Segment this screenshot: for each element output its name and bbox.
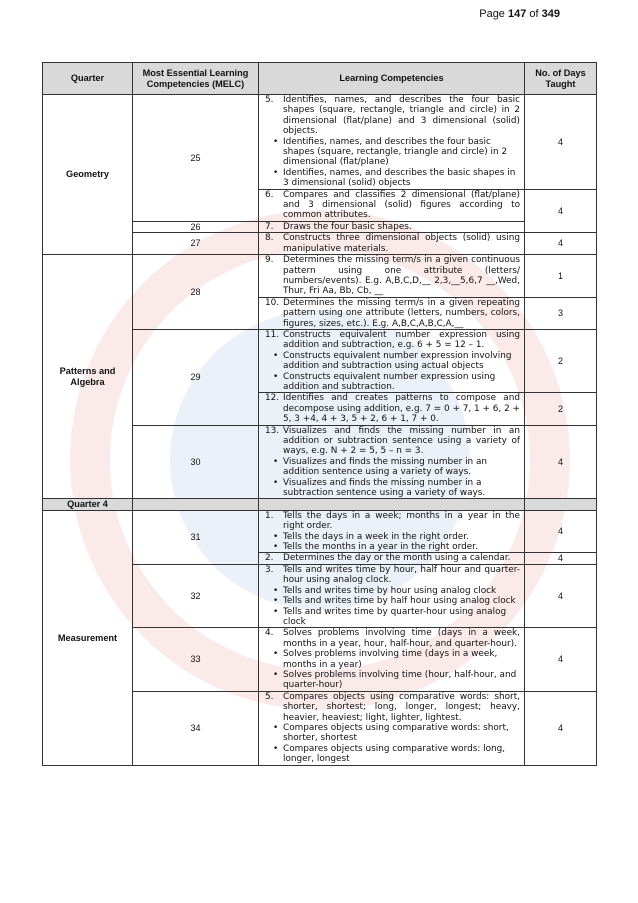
melc-cell: 31	[133, 510, 259, 564]
bullet-icon: •	[273, 669, 279, 680]
competency-cell	[259, 628, 525, 691]
days-cell: 3	[525, 297, 597, 329]
competency-cell	[259, 329, 525, 392]
item-text: Identifies, names, and describes the four basic shapes (square, rectangle, triangle and circle) in 2 dimensional (flat/plane) and 3 dimensional (solid) objects.	[283, 95, 520, 137]
days-cell: 4	[525, 553, 597, 564]
days-cell: 1	[525, 255, 597, 298]
days-cell: 4	[525, 189, 597, 233]
table-row	[43, 510, 597, 553]
item-number: 1.	[265, 510, 274, 521]
melc-cell: 27	[133, 233, 259, 255]
item-text: Tells the days in a week; months in a year in the right order.	[283, 510, 520, 532]
melc-cell: 30	[133, 425, 259, 499]
bullet-icon: •	[273, 649, 279, 660]
competency-cell	[259, 221, 525, 232]
item-text: Determines the day or the month using a calendar.	[283, 553, 511, 564]
competency-cell	[259, 297, 525, 329]
item-number: 8.	[265, 233, 274, 244]
item-number: 4.	[265, 628, 274, 639]
item-number: 7.	[265, 221, 274, 232]
bullet-text: Compares objects using comparative words: long, longer, longest	[283, 743, 506, 765]
item-text: Constructs equivalent number expression using addition and subtraction, e.g. 6 + 5 = 12 – 1.	[283, 329, 520, 351]
page-number: Page 147 of 349	[479, 8, 560, 20]
item-text: Determines the missing term/s in a given continuous pattern using one attribute (letters/ numbers/events). E.g. A,B,C,D,__ 2,3,__5,6,7 __,Wed, Thur, Fri Aa, Bb, Cb, __	[283, 255, 520, 297]
item-number: 3.	[265, 564, 274, 575]
bullet-text: Tells the months in a year in the right order.	[283, 542, 478, 553]
item-text: Determines the missing term/s in a given repeating pattern using one attribute (letters, numbers, colors, figures, sizes, etc.). E.g. A,B,C,A,B,C,A,__	[283, 297, 520, 329]
days-cell: 2	[525, 329, 597, 392]
bullet-icon: •	[273, 606, 279, 617]
item-number: 10.	[265, 297, 280, 308]
melc-cell: 28	[133, 255, 259, 330]
competency-cell	[259, 425, 525, 499]
bullet-text: Identifies, names, and describes the basic shapes in 3 dimensional (solid) objects	[283, 167, 516, 189]
bullet-icon: •	[273, 585, 279, 596]
competency-cell	[259, 189, 525, 221]
header-row	[43, 63, 597, 95]
melc-cell: 26	[133, 221, 259, 232]
bullet-text: Identifies, names, and describes the four basic shapes (square, rectangle, triangle and circle) in 2 dimensional (flat/plane)	[283, 136, 508, 168]
empty-cell	[525, 499, 597, 510]
header-quarter: Quarter	[43, 63, 133, 95]
bullet-icon: •	[273, 531, 279, 542]
quarter-cell: Measurement	[43, 510, 133, 765]
competency-cell	[259, 510, 525, 553]
header-learning-competencies: Learning Competencies	[259, 63, 525, 95]
days-cell: 4	[525, 691, 597, 765]
days-cell: 4	[525, 233, 597, 255]
competency-cell	[259, 255, 525, 298]
melc-cell: 32	[133, 564, 259, 627]
curriculum-table	[42, 62, 597, 766]
item-text: Identifies and creates patterns to compose and decompose using addition, e.g. 7 = 0 + 7, 1 + 6, 2 + 5, 3 +4, 4 + 3, 5 + 2, 6 + 1, 7 + 0.	[283, 393, 520, 425]
item-text: Compares objects using comparative words: short, shorter, shortest; long, longer, longest; heavy, heavier, heaviest; light, lighter, lightest.	[283, 691, 520, 723]
days-cell: 4	[525, 510, 597, 553]
item-number: 2.	[265, 553, 274, 564]
bullet-text: Compares objects using comparative words: short, shorter, shortest	[283, 722, 509, 744]
header-melc: Most Essential Learning Competencies (MELC)	[133, 63, 259, 95]
bullet-text: Visualizes and finds the missing number in a subtraction sentence using a variety of ways.	[283, 477, 486, 499]
bullet-text: Tells the days in a week in the right order.	[283, 531, 469, 542]
bullet-text: Solves problems involving time (days in a week, months in a year)	[283, 649, 498, 670]
item-number: 12.	[265, 393, 280, 404]
competency-cell	[259, 233, 525, 255]
item-text: Visualizes and finds the missing number in an addition or subtraction sentence using a variety of ways, e.g. N + 2 = 5, 5 – n = 3.	[283, 425, 520, 457]
melc-cell: 25	[133, 95, 259, 222]
bullet-text: Tells and writes time by half hour using analog clock	[283, 596, 516, 607]
bullet-icon: •	[273, 456, 279, 467]
bullet-icon: •	[273, 167, 279, 178]
item-number: 5.	[265, 691, 274, 702]
bullet-icon: •	[273, 477, 279, 488]
competency-cell	[259, 564, 525, 627]
bullet-icon: •	[273, 596, 279, 607]
bullet-text: Constructs equivalent number expression involving addition and subtraction using actual objects	[283, 350, 512, 372]
quarter-cell: Geometry	[43, 95, 133, 255]
item-number: 9.	[265, 255, 274, 266]
bullet-icon: •	[273, 542, 279, 553]
quarter-4-label: Quarter 4	[43, 499, 133, 510]
bullet-icon: •	[273, 350, 279, 361]
item-text: Tells and writes time by hour, half hour and quarter-hour using analog clock.	[283, 564, 520, 586]
days-cell: 4	[525, 425, 597, 499]
days-cell: 4	[525, 628, 597, 691]
bullet-text: Constructs equivalent number expression using addition and subtraction.	[283, 371, 496, 392]
bullet-text: Solves problems involving time (hour, half-hour, and quarter-hour)	[283, 669, 517, 691]
days-cell: 4	[525, 564, 597, 627]
bullet-icon: •	[273, 722, 279, 733]
header-days-taught: No. of Days Taught	[525, 63, 597, 95]
item-number: 11.	[265, 329, 280, 340]
item-number: 6.	[265, 189, 274, 200]
table-row	[43, 255, 597, 298]
bullet-icon: •	[273, 371, 279, 382]
bullet-text: Visualizes and finds the missing number in an addition sentence using a variety of ways.	[283, 456, 488, 478]
melc-cell: 34	[133, 691, 259, 765]
item-number: 13.	[265, 425, 280, 436]
item-text: Compares and classifies 2 dimensional (flat/plane) and 3 dimensional (solid) figures according to common attributes.	[283, 189, 520, 221]
item-text: Constructs three dimensional objects (solid) using manipulative materials.	[283, 233, 520, 254]
days-cell: 2	[525, 393, 597, 425]
quarter-4-row	[43, 499, 597, 510]
melc-cell: 33	[133, 628, 259, 691]
item-text: Solves problems involving time (days in a week, months in a year, hour, half-hour, and quarter-hour).	[283, 628, 520, 649]
empty-cell	[133, 499, 259, 510]
bullet-icon: •	[273, 743, 279, 754]
days-cell: 4	[525, 95, 597, 190]
empty-cell	[259, 499, 525, 510]
item-text: Draws the four basic shapes.	[283, 221, 412, 232]
competency-cell	[259, 691, 525, 765]
competency-cell	[259, 553, 525, 564]
competency-cell	[259, 393, 525, 425]
bullet-text: Tells and writes time by hour using analog clock	[283, 585, 497, 596]
bullet-icon: •	[273, 136, 279, 147]
bullet-text: Tells and writes time by quarter-hour using analog clock	[283, 606, 507, 627]
melc-cell: 29	[133, 329, 259, 425]
table-row	[43, 95, 597, 190]
item-number: 5.	[265, 95, 274, 105]
competency-cell	[259, 95, 525, 190]
quarter-cell: Patterns and Algebra	[43, 255, 133, 499]
